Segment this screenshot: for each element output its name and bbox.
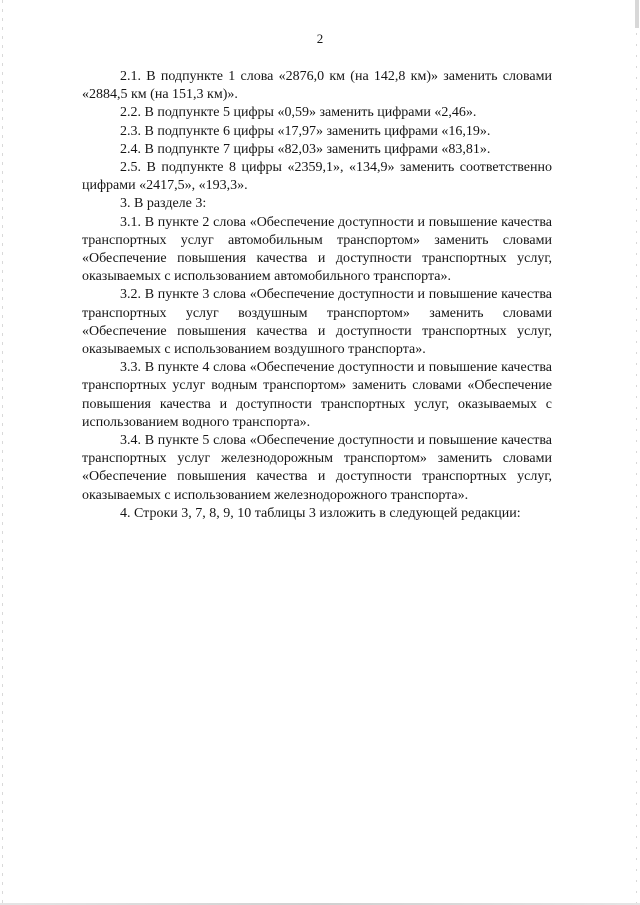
paragraph-3: 3. В разделе 3: <box>120 196 207 212</box>
scan-edge-mark <box>635 0 639 28</box>
paragraph-2-3: 2.3. В подпункте 6 цифры «17,97» заменить цифрами «16,19». <box>120 123 491 139</box>
paragraph-3-2: 3.2. В пункте 3 слова «Обеспечение доступности и повышение качества транспортных услуг воздушным транспортом» заменить словами «Обеспечение повышения качества и доступности транспортных услуг, оказываемых с использованием воздушного транспорта». <box>82 287 552 358</box>
paragraph-4: 4. Строки 3, 7, 8, 9, 10 таблицы 3 изложить в следующей редакции: <box>120 505 521 521</box>
paragraph-3-4: 3.4. В пункте 5 слова «Обеспечение доступности и повышение качества транспортных услуг железнодорожным транспортом» заменить словами «Обеспечение повышения качества и доступности транспортных услуг, оказываемых с использованием железнодорожного транспорта». <box>82 433 552 503</box>
scan-edge-left <box>2 0 3 905</box>
page-number: 2 <box>316 31 324 46</box>
paragraph-3-1: 3.1. В пункте 2 слова «Обеспечение доступности и повышение качества транспортных услуг автомобильным транспортом» заменить словами «Обеспечение повышения качества и доступности транспортных услуг, оказываемых с использованием автомобильного транспорта». <box>82 214 552 285</box>
paragraph-2-2: 2.2. В подпункте 5 цифры «0,59» заменить цифрами «2,46». <box>120 105 477 121</box>
paragraph-3-3: 3.3. В пункте 4 слова «Обеспечение доступности и повышение качества транспортных услуг водным транспортом» заменить словами «Обеспечение повышения качества и доступности транспортных услуг, оказываемых с использованием водного транспорта». <box>82 360 552 430</box>
paragraph-2-1: 2.1. В подпункте 1 слова «2876,0 км (на 142,8 км)» заменить словами «2884,5 км (на 151,3 км)». <box>82 69 552 103</box>
paragraph-2-4: 2.4. В подпункте 7 цифры «82,03» заменить цифрами «83,81». <box>120 141 491 157</box>
document-body <box>82 68 552 523</box>
paragraph-2-5: 2.5. В подпункте 8 цифры «2359,1», «134,9» заменить соответственно цифрами «2417,5», «193,3». <box>82 160 552 194</box>
scan-edge-right <box>636 0 637 905</box>
